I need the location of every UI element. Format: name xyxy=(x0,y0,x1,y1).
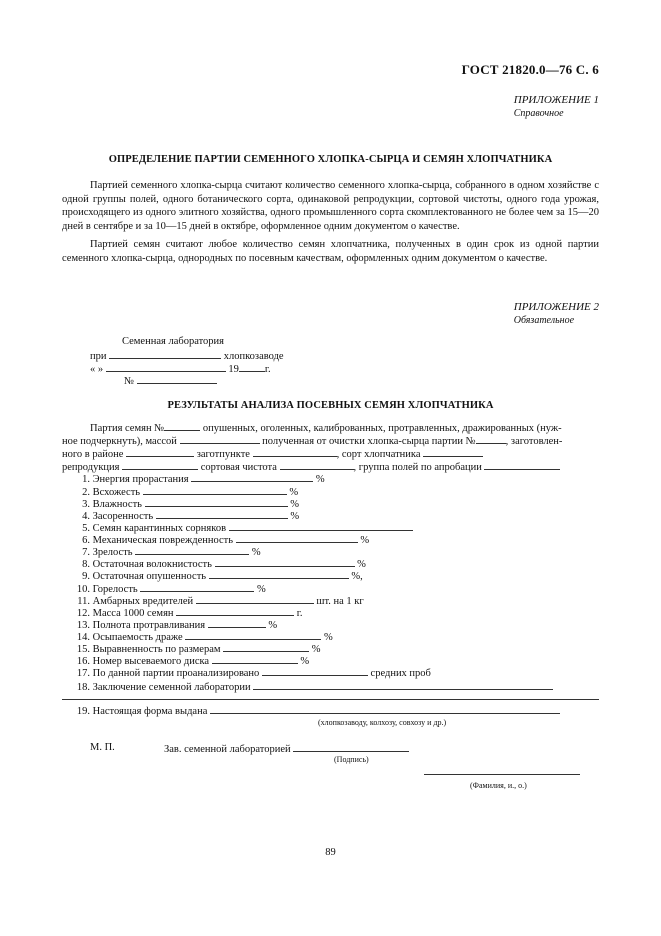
item-number: 7. xyxy=(82,547,90,558)
district-field[interactable] xyxy=(126,447,194,457)
purity-field[interactable] xyxy=(280,460,354,470)
item-label: По данной партии проанализировано xyxy=(92,668,260,679)
intro-variety-label: , сорт хлопчатника xyxy=(336,449,421,460)
item-label: Зрелость xyxy=(92,547,133,558)
item-label: Семян карантинных сорняков xyxy=(92,523,227,534)
page-number: 89 xyxy=(325,847,336,858)
item-number: 11. xyxy=(77,596,90,607)
item-label: Засоренность xyxy=(92,511,154,522)
paragraph-batch-seeds: Партией семян считают любое количество семян хлопчатника, полученных в один срок из одной партии семенного хлопка-сырца, однородных по посевным качествам, оформленных одним документом о качестве. xyxy=(62,239,599,264)
section-2-title: РЕЗУЛЬТАТЫ АНАЛИЗА ПОСЕВНЫХ СЕМЯН ХЛОПЧАТНИКА xyxy=(167,400,494,411)
item-number: 1. xyxy=(82,474,90,485)
dragee-shedding-field[interactable] xyxy=(185,630,321,640)
intro-seed-types: опушенных, оголенных, калиброванных, протравленных, дражированных (нуж- xyxy=(202,423,562,434)
station-field[interactable] xyxy=(253,447,337,457)
date-quotes: « » xyxy=(90,364,104,375)
intro-purity-label: сортовая чистота xyxy=(200,462,277,473)
year-prefix: 19 xyxy=(228,364,239,375)
intro-reproduction-label: репродукция xyxy=(62,462,120,473)
signature-field[interactable] xyxy=(293,742,409,752)
item-unit: % xyxy=(290,511,300,522)
appendix-1-title: ПРИЛОЖЕНИЕ 1 xyxy=(513,94,599,106)
item-label: Всхожесть xyxy=(92,487,141,498)
item-number: 4. xyxy=(82,511,90,522)
lab-number-line xyxy=(124,374,217,388)
item-unit: г. xyxy=(296,608,303,619)
section-1-title: ОПРЕДЕЛЕНИЕ ПАРТИИ СЕМЕННОГО ХЛОПКА-СЫРЦА И СЕМЯН ХЛОПЧАТНИКА xyxy=(108,154,553,165)
issued-to-caption: (хлопкозаводу, колхозу, совхозу и др.) xyxy=(318,718,447,727)
pests-field[interactable] xyxy=(196,594,314,604)
year-suffix: г. xyxy=(264,364,271,375)
item-number: 18. xyxy=(76,682,90,693)
quarantine-weeds-field[interactable] xyxy=(229,521,413,531)
variety-field[interactable] xyxy=(423,447,483,457)
item-label: Настоящая форма выдана xyxy=(92,706,208,717)
intro-field-group-label: , группа полей по апробации xyxy=(353,462,482,473)
item-number: 12. xyxy=(76,608,90,619)
intro-line-1 xyxy=(90,421,562,435)
lab-conclusion-field[interactable] xyxy=(253,680,553,690)
item-unit: % xyxy=(360,535,370,546)
lab-number-field[interactable] xyxy=(137,374,217,384)
item-unit: средних проб xyxy=(370,668,431,679)
batch-number-field[interactable] xyxy=(164,421,200,431)
item-unit: % xyxy=(251,547,261,558)
intro-procured-label: , заготовлен- xyxy=(505,436,563,447)
item-unit: % xyxy=(315,474,325,485)
intro-line-2 xyxy=(62,434,562,448)
number-sign: № xyxy=(124,376,135,387)
item-number: 13. xyxy=(76,620,90,631)
germination-energy-field[interactable] xyxy=(191,472,313,482)
item-number: 10. xyxy=(76,584,90,595)
item-label: Энергия прорастания xyxy=(92,474,189,485)
residual-fuzz-field[interactable] xyxy=(209,569,349,579)
item-unit: шт. на 1 кг xyxy=(316,596,364,607)
head-of-lab-label: Зав. семенной лабораторией xyxy=(164,744,291,755)
item-19 xyxy=(62,704,560,718)
item-number: 2. xyxy=(82,487,90,498)
treatment-completeness-field[interactable] xyxy=(208,618,266,628)
size-uniformity-field[interactable] xyxy=(223,642,309,652)
item-1 xyxy=(62,472,325,486)
item-label: Заключение семенной лаборатории xyxy=(92,682,251,693)
head-of-lab-line xyxy=(164,742,409,756)
lab-plant-label: хлопкозаводе xyxy=(223,351,284,362)
intro-mass-label: ное подчеркнуть), массой xyxy=(62,436,177,447)
conclusion-continuation-line[interactable] xyxy=(62,699,599,700)
appendix-2-type: Обязательное xyxy=(513,315,575,326)
item-unit: % xyxy=(290,499,299,510)
burnt-field[interactable] xyxy=(140,582,254,592)
lab-plant-line xyxy=(90,349,284,363)
item-number: 15. xyxy=(76,644,90,655)
germination-field[interactable] xyxy=(143,485,287,495)
item-label: Влажность xyxy=(92,499,142,510)
item-18 xyxy=(62,680,553,694)
item-unit: % xyxy=(323,632,333,643)
item-label: Номер высеваемого диска xyxy=(92,656,210,667)
appendix-2-label xyxy=(514,301,599,327)
item-number: 3. xyxy=(82,499,90,510)
item-unit: % xyxy=(357,559,366,570)
appendix-1-label xyxy=(514,94,599,120)
item-9 xyxy=(62,569,363,583)
item-label: Осыпаемость драже xyxy=(92,632,183,643)
stamp-place: М. П. xyxy=(90,742,115,753)
item-label: Масса 1000 семян xyxy=(92,608,174,619)
standard-header: ГОСТ 21820.0—76 С. 6 xyxy=(461,62,599,77)
item-label: Полнота протравливания xyxy=(92,620,206,631)
item-label: Остаточная волокнистость xyxy=(92,559,212,570)
samples-count-field[interactable] xyxy=(262,666,368,676)
item-label: Амбарных вредителей xyxy=(92,596,194,607)
mass-field[interactable] xyxy=(180,434,260,444)
item-label: Выравненность по размерам xyxy=(92,644,221,655)
appendix-1-type: Справочное xyxy=(513,108,564,119)
item-label: Механическая поврежденность xyxy=(92,535,234,546)
intro-station-label: заготпункте xyxy=(196,449,250,460)
item-unit: % xyxy=(311,644,321,655)
item-number: 6. xyxy=(82,535,90,546)
item-17 xyxy=(62,666,431,680)
item-number: 17. xyxy=(76,668,90,679)
intro-batch-number-label: Партия семян № xyxy=(90,423,165,434)
lab-name-line: Семенная лаборатория xyxy=(122,336,224,347)
residual-fiber-field[interactable] xyxy=(215,557,355,567)
reproduction-field[interactable] xyxy=(122,460,198,470)
item-unit: % xyxy=(289,487,299,498)
intro-district-label: ного в районе xyxy=(62,449,124,460)
item-number: 14. xyxy=(76,632,90,643)
thousand-seed-mass-field[interactable] xyxy=(176,606,294,616)
item-number: 8. xyxy=(82,559,90,570)
field-group-field[interactable] xyxy=(484,460,560,470)
full-name-field[interactable] xyxy=(424,774,580,775)
item-number: 5. xyxy=(82,523,90,534)
item-number: 16. xyxy=(76,656,90,667)
full-name-caption: (Фамилия, и., о.) xyxy=(470,781,527,790)
year-field[interactable] xyxy=(239,362,265,372)
intro-raw-batch-label: полученная от очистки хлопка-сырца партии № xyxy=(262,436,476,447)
item-unit: % xyxy=(256,584,266,595)
date-field[interactable] xyxy=(106,362,226,372)
item-unit: % xyxy=(268,620,278,631)
item-label: Остаточная опушенность xyxy=(92,571,207,582)
moisture-field[interactable] xyxy=(145,497,288,507)
issued-to-field[interactable] xyxy=(210,704,560,714)
item-number: 9. xyxy=(82,571,90,582)
paragraph-batch-raw-cotton: Партией семенного хлопка-сырца считают количество семенного хлопка-сырца, собранного в одном хозяйстве с одной группы полей, одного ботанического сорта, одинаковой репродукции, сортовой чистоты, одного года урожая, происходящего из одного элитного хозяйства, одного промышленного сорта скомплектованного не более чем за 15—20 дней в сентябре и за 10—15 дней в октябре, оформленное одним документом о качестве. xyxy=(62,180,599,232)
item-number: 19. xyxy=(76,706,90,717)
intro-line-3 xyxy=(62,447,483,461)
item-unit: %, xyxy=(351,571,363,582)
raw-batch-field[interactable] xyxy=(476,434,506,444)
item-label: Горелость xyxy=(92,584,138,595)
signature-caption: (Подпись) xyxy=(334,755,369,764)
appendix-2-title: ПРИЛОЖЕНИЕ 2 xyxy=(513,301,599,313)
contamination-field[interactable] xyxy=(156,509,288,519)
plant-name-field[interactable] xyxy=(109,349,221,359)
item-unit: % xyxy=(300,656,310,667)
lab-pri: при xyxy=(90,351,107,362)
mechanical-damage-field[interactable] xyxy=(236,533,358,543)
maturity-field[interactable] xyxy=(135,545,249,555)
disk-number-field[interactable] xyxy=(212,654,298,664)
